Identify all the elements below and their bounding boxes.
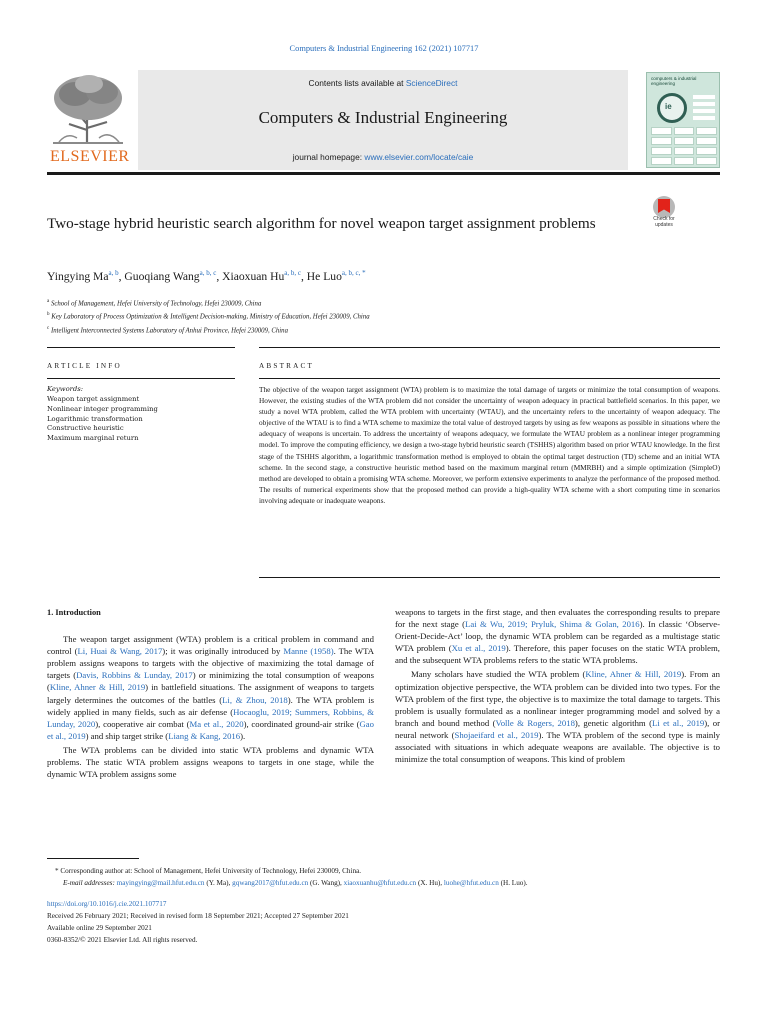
- available-online: Available online 29 September 2021: [47, 924, 152, 932]
- author-name[interactable]: Xiaoxuan Hu: [222, 270, 285, 283]
- paragraph-text: . The WTA problem assigns weapons to targets with the objective of maximizing the total damage of targets (: [47, 646, 374, 681]
- keyword-item: Constructive heuristic: [47, 424, 124, 433]
- body-column-left: [47, 606, 374, 782]
- homepage-prefix: journal homepage:: [292, 152, 365, 162]
- homepage-line: [138, 152, 628, 162]
- author-affil-sup[interactable]: a, b: [108, 269, 119, 278]
- article-info-label: ARTICLE INFO: [47, 362, 122, 370]
- cover-grid: [651, 127, 717, 165]
- abstract-top-rule: [259, 347, 720, 348]
- paragraph: [395, 606, 720, 666]
- paragraph-text: ). From an optimization objective perspective, the WTA problem can be divided into two types. For the WTA problem of the first type, the objective is to maximize the total damage to targets. This problem is usually formulated as a nonlinear integer programming model and solved by a branch and bound method (: [395, 669, 720, 728]
- paragraph-text: ).: [240, 730, 246, 741]
- abstract-bottom-rule: [259, 577, 720, 578]
- author-sep: ,: [216, 270, 223, 283]
- email-addresses: [63, 878, 528, 889]
- affiliation-sup: b: [47, 312, 50, 318]
- keyword-item: Maximum marginal return: [47, 434, 139, 443]
- author-affil-sup[interactable]: a, b, c, *: [341, 269, 366, 278]
- journal-title-box: [138, 70, 628, 170]
- journal-title: Computers & Industrial Engineering: [258, 108, 508, 127]
- check-for-updates-badge[interactable]: [646, 196, 682, 230]
- corresponding-author-note: * Corresponding author at: School of Management, Hefei University of Technology, Hefei 230009, China.: [55, 867, 362, 875]
- paragraph: [47, 744, 374, 780]
- paragraph-text: ). The WTA problem is widely applied in many fields, such as air defense (: [47, 694, 374, 717]
- citation-link[interactable]: Shojaeifard et al., 2019: [454, 729, 539, 740]
- affiliation-sup: a: [47, 299, 50, 304]
- journal-citation[interactable]: Computers & Industrial Engineering 162 (2021) 107717: [289, 44, 479, 53]
- email-owner: (X. Hu),: [416, 879, 444, 887]
- abstract-rule: [259, 378, 720, 379]
- cover-side-lines: [693, 95, 715, 123]
- badge-line-2: updates: [655, 221, 673, 228]
- paragraph-text: The WTA problems can be divided into static WTA problems and dynamic WTA problems. The static WTA problem assigns weapons to targets in one stage, while the dynamic WTA problem assigns some: [47, 744, 374, 780]
- body-column-right: [395, 606, 720, 767]
- author-sep: ,: [300, 270, 307, 283]
- citation-link[interactable]: Li, Huai & Wang, 2017: [77, 646, 163, 657]
- section-heading: 1. Introduction: [47, 608, 101, 617]
- keywords-list: [47, 395, 158, 444]
- abstract-text: The objective of the weapon target assignment (WTA) problem is to maximize the total damage of targets or minimize the total consumption of weapons. However, the existing studies of the WTA problem did not consider the uncertainty of weapon adequacy in practical battlefield scenarios. In this paper, we study a novel WTA problem, called the WTA problem with uncertainty (WTAU), and the uncertainty refers to the uncertainty of weapon adequacy. The objective of the WTAU is to find a WTA scheme to maximize the total value of destroyed targets by using as few weapons as possible in situations where the adequacy of weapons is uncertain. To address the uncertainty of weapons adequacy, we formulate the WTAU problem as a nonlinear integer programming model. To improve the computing efficiency, we design a two-stage hybrid heuristic search (TSHHS) algorithm based on prior WTAU knowledge. In the first stage of the TSHHS algorithm, a logarithmic transformation method is employed to obtain the optimal target destruction (TD) scheme and an initial WTA scheme. In the second stage, a constructive heuristic method based on the maximum marginal return (MMRBH) and a simple optimization (SimpleO) method are developed to obtain a promising WTA scheme. Moreover, we perform extensive experiments to analyze the performance of the proposed method. The results of numerical experiments show that the proposed method can provide a high-quality WTA scheme with a short computing time in scenarios involving adequate or inadequate weapons.: [259, 385, 720, 505]
- cover-logo: [657, 93, 687, 123]
- paragraph-text: ), genetic algorithm (: [574, 717, 653, 728]
- author-affil-sup[interactable]: a, b, c: [199, 269, 217, 278]
- affiliation-item: [47, 309, 370, 322]
- keyword-item: Logarithmic transformation: [47, 414, 143, 423]
- author-sep: ,: [118, 270, 125, 283]
- footnote-rule: [47, 858, 139, 859]
- paragraph-text: ), coordinated ground-air strike (: [243, 718, 360, 729]
- article-title: Two-stage hybrid heuristic search algorithm for novel weapon target assignment problems: [47, 215, 596, 232]
- citation-link[interactable]: Gao et al., 2019: [47, 718, 375, 741]
- paragraph-text: The weapon target assignment (WTA) problem is a critical problem in command and control (: [47, 634, 374, 657]
- badge-line-1: Check for: [653, 216, 675, 222]
- badge-text: [646, 217, 682, 228]
- contents-prefix: Contents lists available at: [308, 78, 406, 88]
- affiliation-text: School of Management, Hefei University of Technology, Hefei 230009, China: [50, 300, 262, 308]
- doi-link[interactable]: https://doi.org/10.1016/j.cie.2021.107717: [47, 900, 167, 908]
- paragraph-text: ). Therefore, this paper focuses on the static WTA problem, and the subsequent WTA problems refers to the static WTA problems.: [395, 643, 720, 666]
- author-affil-sup[interactable]: a, b, c: [284, 269, 301, 278]
- keyword-item: Nonlinear integer programming: [47, 404, 158, 413]
- affiliation-text: Key Laboratory of Process Optimization & Intelligent Decision-making, Ministry of Education, Hefei 230009, China: [51, 313, 370, 321]
- author-list: [47, 270, 366, 283]
- citation-link[interactable]: Xu et al., 2019: [451, 643, 506, 654]
- paragraph-text: ) in battlefield situations. The assignment of weapons to targets largely determines the outcomes of the battles (: [47, 682, 374, 705]
- affiliations: [47, 296, 370, 336]
- received-dates: Received 26 February 2021; Received in revised form 18 September 2021; Accepted 27 September 2021: [47, 912, 349, 920]
- affiliation-sup: c: [47, 325, 50, 331]
- article-info-rule: [47, 378, 235, 379]
- paragraph-text: weapons to targets in the first stage, and then evaluates the corresponding results to prepare for the next stage (: [395, 607, 720, 630]
- email-link[interactable]: luohe@hfut.edu.cn: [443, 879, 499, 887]
- paragraph-text: ); it was originally introduced by: [162, 646, 284, 657]
- email-link[interactable]: gqwang2017@hfut.edu.cn: [232, 879, 309, 887]
- journal-cover-thumbnail[interactable]: [646, 72, 720, 168]
- email-link[interactable]: xiaoxuanhu@hfut.edu.cn: [343, 879, 417, 887]
- email-owner: (G. Wang),: [308, 879, 344, 887]
- copyright: 0360-8352/© 2021 Elsevier Ltd. All rights reserved.: [47, 936, 198, 944]
- email-owner: (Y. Ma),: [204, 879, 233, 887]
- paragraph-text: ), or neural network (: [395, 717, 720, 740]
- citation-link[interactable]: Davis, Robbins & Lunday, 2017: [76, 670, 193, 681]
- author-name[interactable]: Yingying Ma: [47, 270, 109, 283]
- citation-link[interactable]: Li, & Zhou, 2018: [222, 694, 288, 705]
- email-link[interactable]: mayingying@mail.hfut.edu.cn: [116, 879, 205, 887]
- journal-header: [47, 70, 720, 170]
- citation-link[interactable]: Lai & Wu, 2019; Pryluk, Shima & Golan, 2016: [465, 619, 640, 630]
- keywords-label: Keywords:: [47, 385, 84, 393]
- paragraph-text: ). The WTA problem of the second type is mainly associated with situations in which adequate weapons are available. The objective is to minimize the total consumption of weapons. This kind of problem: [395, 729, 720, 765]
- citation-link[interactable]: Volle & Rogers, 2018: [495, 717, 575, 728]
- citation-link[interactable]: Liang & Kang, 2016: [168, 730, 241, 741]
- cover-title: computers & industrial engineering: [651, 76, 697, 86]
- author-name[interactable]: Guoqiang Wang: [124, 270, 200, 283]
- paragraph: [395, 668, 720, 765]
- affiliation-item: [47, 296, 370, 309]
- citation-link[interactable]: Li et al., 2019: [652, 717, 705, 728]
- abstract-label: ABSTRACT: [259, 362, 315, 370]
- paragraph-text: Many scholars have studied the WTA problem (: [411, 669, 586, 680]
- sciencedirect-link[interactable]: ScienceDirect: [405, 78, 458, 88]
- email-label: E-mail addresses:: [63, 879, 117, 887]
- contents-line: [138, 78, 628, 88]
- citation-link[interactable]: Kline, Ahner & Hill, 2019: [49, 682, 146, 693]
- keyword-item: Weapon target assignment: [47, 395, 140, 403]
- email-owner: (H. Luo).: [498, 879, 528, 887]
- citation-link[interactable]: Hocaoglu, 2019; Summers, Robbins, & Lunday, 2020: [47, 706, 374, 729]
- paragraph: [47, 633, 374, 742]
- cover-logo-text: ie: [665, 102, 672, 111]
- homepage-link[interactable]: www.elsevier.com/locate/caie: [364, 152, 474, 162]
- citation-link[interactable]: Manne (1958): [283, 646, 334, 657]
- affiliation-item: [47, 323, 370, 336]
- elsevier-wordmark: ELSEVIER: [50, 148, 130, 165]
- citation-link[interactable]: Kline, Ahner & Hill, 2019: [585, 669, 682, 680]
- article-info-top-rule: [47, 347, 235, 348]
- paragraph-text: ). In classic ‘Observe-Orient-Decide-Act’ loop, the dynamic WTA problem can be regarded as a multistage static WTA problem (: [395, 619, 720, 654]
- paragraph-text: ) or minimizing the total consumption of weapons (: [47, 670, 374, 693]
- affiliation-text: Intelligent Interconnected Systems Laboratory of Anhui Province, Hefei 230009, China: [50, 326, 288, 334]
- citation-link[interactable]: Ma et al., 2020: [189, 718, 244, 729]
- header-rule: [47, 172, 720, 175]
- author-name[interactable]: He Luo: [306, 270, 342, 283]
- paragraph-text: ) and ship target strike (: [85, 730, 169, 741]
- paragraph-text: ), cooperative air combat (: [95, 718, 190, 729]
